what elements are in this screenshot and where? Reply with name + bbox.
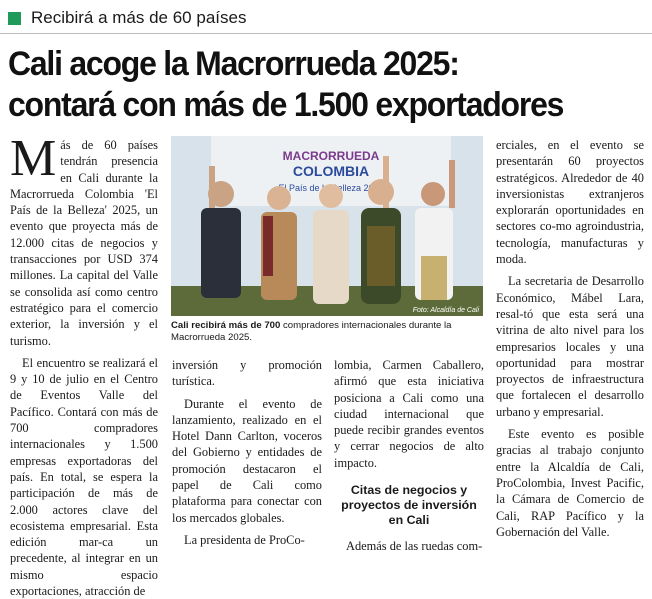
column-4 [496, 137, 644, 540]
column-3 [334, 357, 484, 554]
section-subhead: Citas de negocios y proyectos de inversión en Cali [341, 483, 477, 528]
col4-paragraph-3: Este evento es posible gracias al trabajo conjunto entre la Alcaldía de Cali, ProColombia, Invest Pacific, la Cámara de Comercio de Cali, RAP Pacífico y la Gobernación del Valle. [496, 427, 644, 539]
col2-paragraph-1: inversión y promoción turística. [172, 358, 322, 389]
column-2 [172, 357, 322, 548]
kicker-square-icon [8, 12, 21, 25]
column-1 [10, 130, 158, 599]
col1-paragraph-1 [10, 130, 158, 349]
col1-paragraph-2: El encuentro se realizará el 9 y 10 de julio en el Centro de Eventos Valle del Pacífico. Contará con más de 700 compradores internacionales y 1.500 empresas exportadoras del país. En total, se espera la participación de más de 2.000 actores clave del ecosistema empresarial. Esta edición mar-ca un precedente, al integrar en un mismo espacio exportaciones, atracción de [10, 355, 158, 599]
kicker-text: Recibirá a más de 60 países [31, 8, 247, 27]
col3-paragraph-2: Además de las ruedas com- [346, 539, 483, 554]
svg-text:El País de la Belleza 2025: País de Belleza [288, 183, 362, 193]
kicker [8, 7, 246, 29]
caption-bold: Cali recibirá más de 700 [171, 320, 281, 331]
col2-paragraph-2: Durante el evento de lanzamiento, realizado en el Hotel Dann Carlton, voceros del Gobierno y entidades de promoción destacaron el papel de Cali como plataforma para conectar con los mercados globales. [172, 396, 322, 525]
col3-paragraph-1: lombia, Carmen Caballero, afirmó que esta iniciativa posiciona a Cali como una ciudad internacional que puede recibir grandes eventos y cerrar negocios de alto impacto. [334, 358, 484, 470]
col2-paragraph-3: La presidenta de ProCo- [184, 532, 305, 547]
col4-paragraph-2: La secretaria de Desarrollo Económico, Mábel Lara, resal-tó que esta será una vitrina de alto nivel para los empresarios locales y una oportunidad para mostrar proyectos de infraestructura que fortalecen el desarrollo urbano y empresarial. [496, 274, 644, 419]
photo-illustration [171, 136, 483, 316]
caption-rest: compradores internacionales durante la Macrorrueda 2025. [171, 320, 452, 343]
photo-credit: Foto: Alcaldía de Cali [412, 307, 479, 314]
headline: Cali acoge la Macrorrueda 2025: contará con más de 1.500 exportadores [8, 45, 564, 124]
event-photo [171, 136, 483, 316]
drop-cap: M [10, 130, 57, 187]
col4-paragraph-1: erciales, en el evento se presentarán 60 proyectos estratégicos. Alrededor de 40 inversionistas extranjeros explorarán oportunidades en sectores co-mo agroindustria, tecnología, manufacturas y moda. [496, 138, 644, 267]
svg-text:COLOMBIA: COLOMBIA [292, 163, 370, 179]
photo-caption [171, 320, 483, 344]
svg-text:MACRORRUEDA: MACRORRUEDA [282, 149, 380, 163]
top-divider [0, 33, 652, 34]
col1-p1-text: ás de 60 países tendrán presencia en Cali durante la Macrorrueda Colombia 'El País de la Belleza' 2025, un evento que proyecta más de 12.000 citas de negocios y transacciones por USD 374 millones. La capital del Valle se consolida así como centro estratégico para el comercio exterior, la inversión y el turismo. [10, 138, 158, 348]
